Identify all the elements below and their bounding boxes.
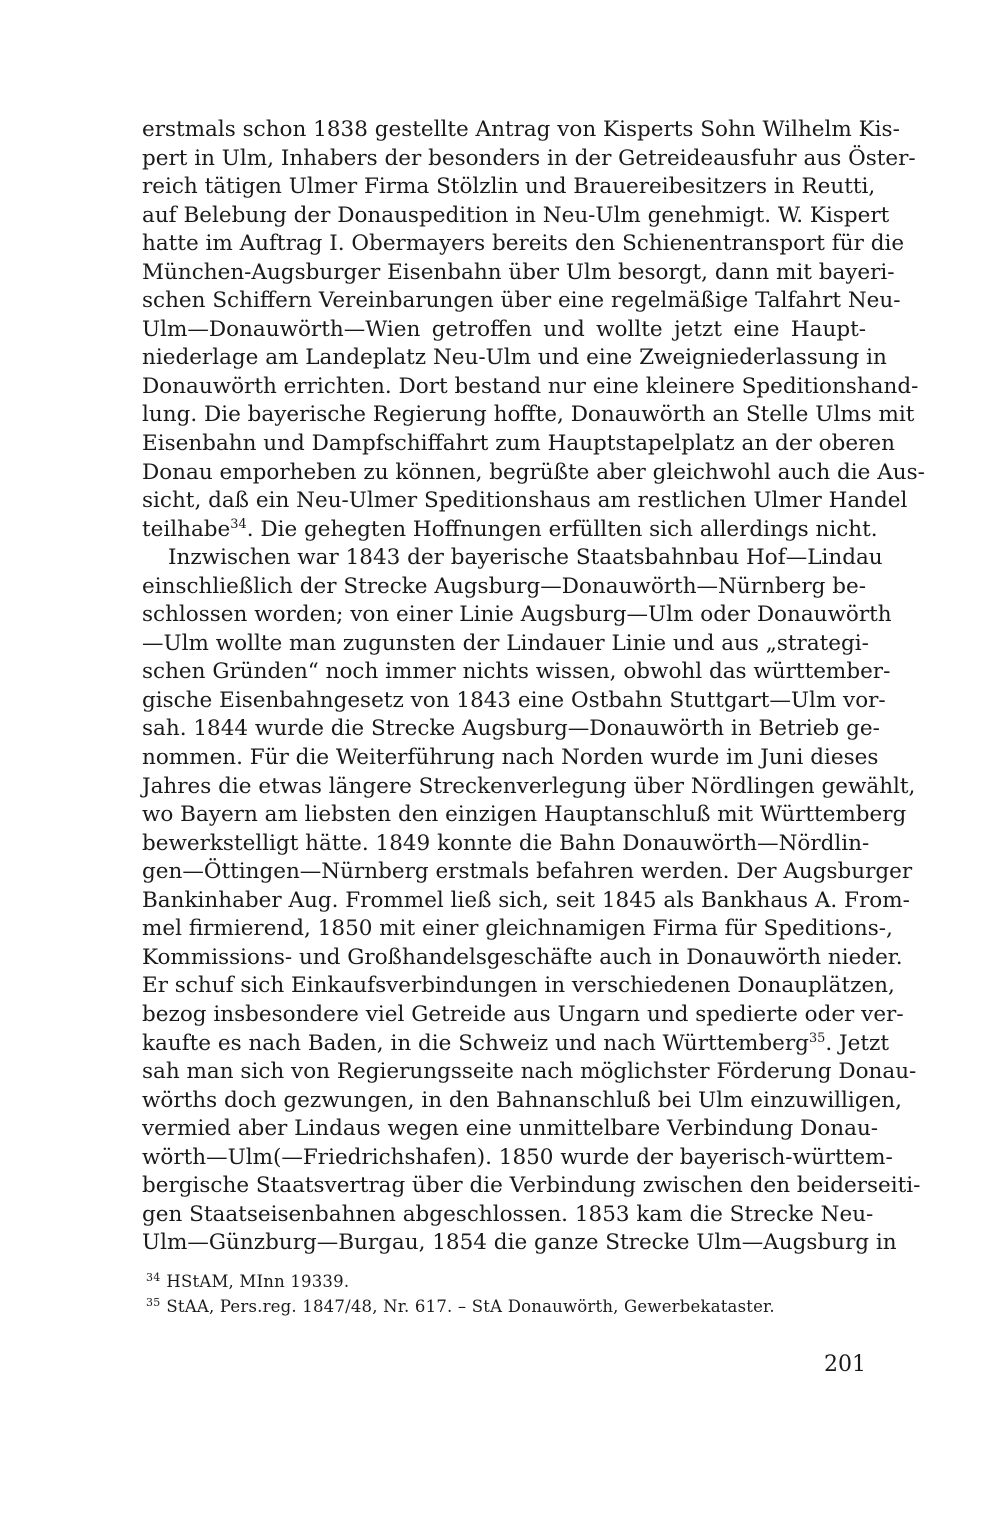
text-line: Eisenbahn und Dampfschiffahrt zum Hauptstapelplatz an der oberen [142, 431, 895, 457]
footnotes [146, 1269, 866, 1319]
footnote [146, 1294, 866, 1319]
text-line: erstmals schon 1838 gestellte Antrag von Kisperts Sohn Wilhelm Kis- [142, 117, 900, 142]
text-line: gen—Öttingen—Nürnberg erstmals befahren werden. Der Augsburger [142, 859, 913, 885]
page-number: 201 [824, 1352, 866, 1377]
text-line: hatte im Auftrag I. Obermayers bereits den Schienentransport für die [142, 231, 905, 257]
text-line: Inzwischen war 1843 der bayerische Staatsbahnbau Hof—Lindau [168, 545, 883, 571]
footnote-ref[interactable]: 34 [230, 516, 247, 532]
text-line: sah. 1844 wurde die Strecke Augsburg—Donauwörth in Betrieb ge- [142, 716, 880, 742]
text-line: München-Augsburger Eisenbahn über Ulm besorgt, dann mit bayeri- [142, 259, 895, 285]
text-line: einschließlich der Strecke Augsburg—Donauwörth—Nürnberg be- [142, 573, 866, 599]
text-line: schen Gründen“ noch immer nichts wissen, obwohl das württember- [142, 659, 891, 685]
text-line: Bankinhaber Aug. Frommel ließ sich, seit 1845 als Bankhaus A. From- [142, 887, 910, 913]
footnote-ref[interactable]: 35 [808, 1030, 826, 1046]
text-line: bergische Staatsvertrag über die Verbindung zwischen den beiderseiti- [142, 1173, 921, 1199]
text-line: nommen. Für die Weiterführung nach Norden wurde im Juni dieses [142, 745, 879, 771]
text-segment: . Jetzt [825, 1030, 889, 1056]
text-line: lung. Die bayerische Regierung hoffte, Donauwörth an Stelle Ulms mit [142, 402, 915, 428]
text-line: Donauwörth errichten. Dort bestand nur eine kleinere Speditionshand- [142, 373, 919, 399]
text-segment: kaufte es nach Baden, in die Schweiz und nach Württemberg [142, 1030, 809, 1056]
text-line: bewerkstelligt hätte. 1849 konnte die Bahn Donauwörth—Nördlin- [142, 830, 870, 856]
body-text [142, 116, 925, 1258]
text-line: schlossen worden; von einer Linie Augsburg—Ulm oder Donauwörth [142, 602, 892, 628]
footnote-text: StAA, Pers.reg. 1847/48, Nr. 617. – StA Donauwörth, Gewerbekataster. [166, 1297, 775, 1316]
text-line: Jahres die etwas längere Streckenverlegung über Nördlingen gewählt, [142, 773, 916, 799]
text-line: sicht, daß ein Neu-Ulmer Speditionshaus am restlichen Ulmer Handel [142, 488, 908, 514]
text-segment: teilhabe [142, 516, 231, 542]
footnote-text: HStAM, MInn 19339. [166, 1272, 350, 1291]
text-line: auf Belebung der Donauspedition in Neu-Ulm genehmigt. W. Kispert [142, 202, 890, 228]
footnote-number: 34 [146, 1270, 161, 1284]
text-line: sah man sich von Regierungsseite nach möglichster Förderung Donau- [142, 1059, 917, 1085]
footnote [146, 1269, 866, 1294]
text-line [142, 516, 878, 545]
text-line: wörths doch gezwungen, in den Bahnanschluß bei Ulm einzuwilligen, [142, 1087, 902, 1113]
text-line: gische Eisenbahngesetz von 1843 eine Ostbahn Stuttgart—Ulm vor- [142, 687, 886, 713]
text-line: schen Schiffern Vereinbarungen über eine regelmäßige Talfahrt Neu- [142, 288, 901, 314]
text-line: wo Bayern am liebsten den einzigen Hauptanschluß mit Württemberg [142, 802, 907, 828]
text-line: bezog insbesondere viel Getreide aus Ungarn und spedierte oder ver- [142, 1001, 904, 1027]
text-segment: . Die gehegten Hoffnungen erfüllten sich allerdings nicht. [246, 516, 878, 542]
text-line: reich tätigen Ulmer Firma Stölzlin und Brauereibesitzers in Reutti, [142, 174, 876, 200]
text-line: mel firmierend, 1850 mit einer gleichnamigen Firma für Speditions-, [142, 916, 893, 942]
text-line [142, 1030, 889, 1059]
text-line: vermied aber Lindaus wegen eine unmittelbare Verbindung Donau- [142, 1116, 879, 1142]
text-line: niederlage am Landeplatz Neu-Ulm und eine Zweigniederlassung in [142, 345, 887, 371]
text-line: Kommissions- und Großhandelsgeschäfte auch in Donauwörth nieder. [142, 944, 903, 970]
text-line: —Ulm wollte man zugunsten der Lindauer Linie und aus „strategi- [142, 630, 869, 656]
text-line: wörth—Ulm(—Friedrichshafen). 1850 wurde der bayerisch-württem- [142, 1144, 893, 1170]
text-line: gen Staatseisenbahnen abgeschlossen. 1853 kam die Strecke Neu- [142, 1201, 874, 1227]
text-line: Donau emporheben zu können, begrüßte aber gleichwohl auch die Aus- [142, 459, 925, 485]
text-line: Er schuf sich Einkaufsverbindungen in verschiedenen Donauplätzen, [142, 973, 895, 999]
text-line: pert in Ulm, Inhabers der besonders in der Getreideausfuhr aus Öster- [142, 145, 916, 171]
text-line: Ulm—Donauwörth—Wien getroffen und wollte jetzt eine Haupt- [142, 316, 866, 342]
text-line: Ulm—Günzburg—Burgau, 1854 die ganze Strecke Ulm—Augsburg in [142, 1230, 897, 1256]
footnote-number: 35 [146, 1295, 161, 1309]
